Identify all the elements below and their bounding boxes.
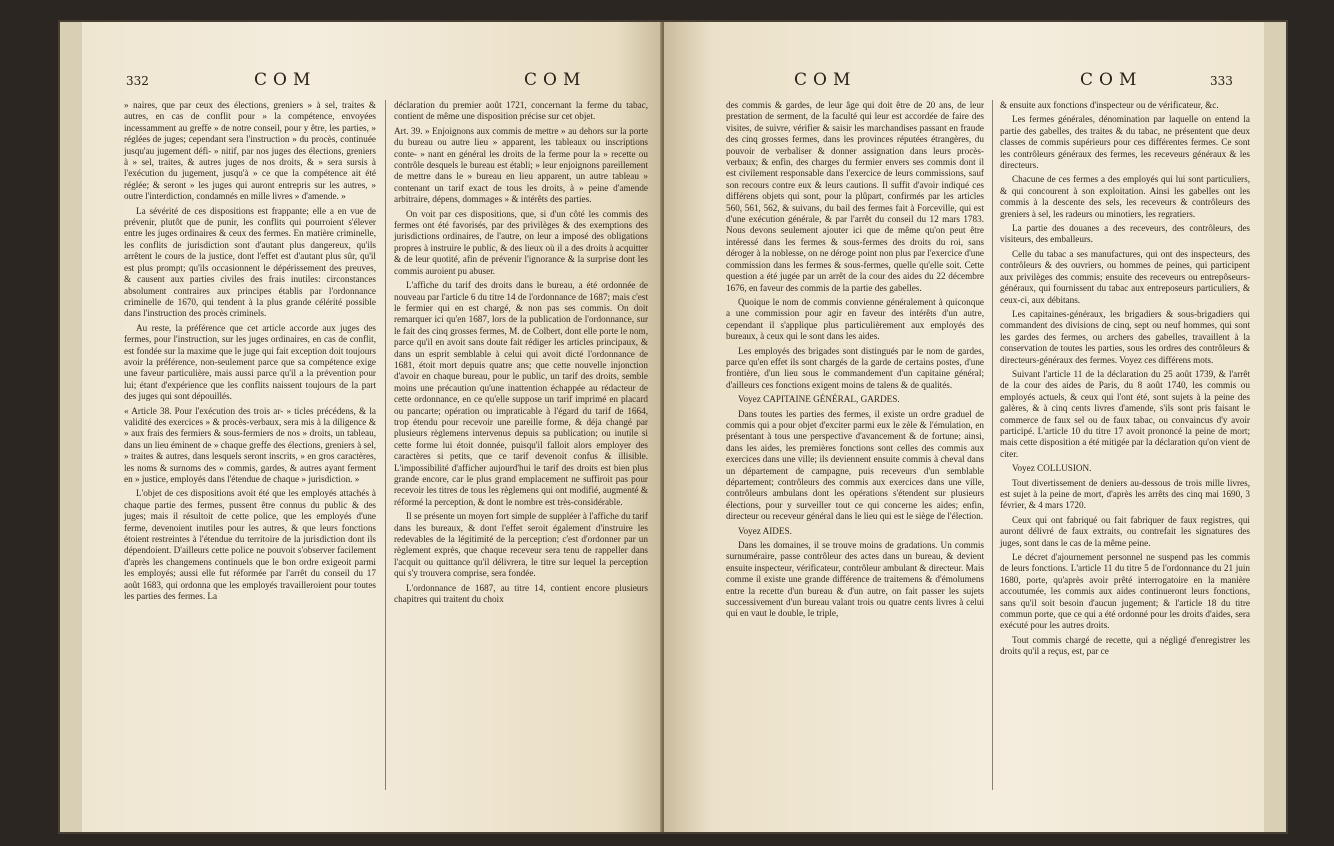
paragraph: & ensuite aux fonctions d'inspecteur ou de vérificateur, &c. xyxy=(1000,100,1219,110)
paragraph: Les employés des brigades sont distingués par le nom de gardes, parce qu'en effet ils sont chargés de la garde de certains postes, d'une frontière, d'un lieu sous le commandement d'un capitaine général; d'ailleurs ces fonctions exigent moins de talens & de qualités. xyxy=(726,345,984,390)
paragraph: Suivant l'article 11 de la déclaration du 25 août 1739, & l'arrêt de la cour des aides de Paris, du 8 août 1740, les commis ou employés actuels, & ceux qui l'ont été, sont sujets à la peine des galères, & à cinq cents livres d'amende, s'ils sont pris faisant le commerce de faux sel ou de faux tabac, ou convaincus d'y avoir participé. L'article 10 du titre 17 avoit prononcé la peine de mort; mais cette disposition a été mitigée par la déclaration qu'on vient de citer. xyxy=(1000,368,1250,459)
paragraph: Voyez COLLUSION. xyxy=(1012,463,1092,474)
left-page-header xyxy=(82,70,662,96)
right-column-1 xyxy=(726,100,984,623)
paragraph: Tout divertissement de deniers au-dessous de trois mille livres, est sujet à la peine de mort, d'après les arrêts des cinq mai 1690, 3 février, & 4 mars 1720. xyxy=(1000,477,1250,511)
paragraph: Chacune de ces fermes a des employés qui lui sont particuliers, & qui concourent à son exploitation. Ainsi les gabelles ont les commis à la descente des sels, les receveurs & contrôleurs des greniers à sel, les radeurs ou minotiers, les regratiers. xyxy=(1000,174,1250,219)
paragraph: déclaration du premier août 1721, concernant la ferme du tabac, contient de même une disposition précise sur cet objet. xyxy=(394,100,648,122)
paragraph: Voyez AIDES. xyxy=(738,525,792,536)
running-head-right: COM xyxy=(1080,70,1143,90)
right-page xyxy=(664,22,1264,832)
paragraph: Il se présente un moyen fort simple de suppléer à l'affiche du tarif dans les bureaux, & dont l'effet seroit également d'instruire les redevables de la légitimité de la perception; c'est d'ordonner par un règlement exprès, que chaque receveur sera tenu de rappeller dans l'acquit ou quittance qu'il délivrera, le titre sur lequel la perception qui s'y trouvera comprise, sera fondée. xyxy=(394,511,648,579)
left-column-1 xyxy=(124,100,376,605)
paragraph: Celle du tabac a ses manufactures, qui ont des inspecteurs, des contrôleurs & des ouvriers, ou hommes de peines, qui participent aux privilèges des commis; ensuite des receveurs ou entrepôseurs-généraux, qui fournissent du tabac aux entreposeurs particuliers, & ceux-ci, aux débitans. xyxy=(1000,248,1250,305)
running-head-right: COM xyxy=(524,70,587,90)
right-page-header xyxy=(664,70,1264,96)
paragraph: L'objet de ces dispositions avoit été que les employés attachés à chaque partie des fermes, pussent être connus du public & des juges; mais il résultoit de cette police, que les employés d'une ferme, devenoient inutiles pour les autres, & que leurs fonctions étoient restreintes à l'étendue du territoire de la jurisdiction dont ils dépendoient. D'ailleurs cette police ne pouvoit s'observer facilement d'après les changemens continuels que le bon ordre exigeoit parmi les employés; aussi elle fut réformée par l'arrêt du conseil du 17 août 1683, qui ordonna que les employés travailleroient pour toutes les parties des fermes. La xyxy=(124,488,376,602)
paragraph: Les capitaines-généraux, les brigadiers & sous-brigadiers qui commandent des divisions de cinq, sept ou neuf hommes, qui sont les gardes des fermes, ou archers des gabelles, travaillent à la conservation de toutes les parties, sous les ordres des contrôleurs & directeurs-généraux des fermes. Voyez ces différens mots. xyxy=(1000,308,1250,365)
paragraph: Voyez CAPITAINE GÉNÉRAL, GARDES. xyxy=(738,394,900,405)
paragraph: Dans toutes les parties des fermes, il existe un ordre graduel de commis qui a pour objet d'exciter parmi eux le zèle & l'émulation, en présentant à tous une perspective d'avancement & de fortune; ainsi, dans les aides, les premières fonctions sont celles des commis aux exercices dans une ville; ils deviennent ensuite commis à cheval dans un département de campagne, puis receveurs d'un semblable département; contrôleurs des commis aux exercices dans une ville, contrôleurs ambulans dont les opérations s'étendent sur plusieurs élections, pour y surveiller tout ce qui concerne les aides; enfin, directeur ou receveur général dans le lieu qui est le siège de l'élection. xyxy=(726,408,984,522)
page-number: 332 xyxy=(126,74,149,88)
left-page xyxy=(82,22,663,832)
paragraph: L'affiche du tarif des droits dans le bureau, a été ordonnée de nouveau par l'article 6 du titre 14 de l'ordonnance de 1687; mais c'est le fermier qui en est chargé, & non pas ses commis. On doit remarquer ici qu'en 1687, lors de la publication de l'ordonnance, sur le fait des cinq grosses fermes, M. de Colbert, dont elle porte le nom, parce qu'il en avoit sans doute fait rédiger les articles principaux, & dans un esprit semblable à celui qui avoit dicté l'ordonnance de 1681, étoit mort depuis quatre ans; que cette nouvelle injonction d'avoir en chaque bureau, pour le public, un tarif des droits, semble moins une précaution qu'une inattention échappée au rédacteur de cette ordonnance, en ce qu'elle suppose un tarif imprimé en placard ou pancarte; opération ou impraticable à l'égard du tarif de 1664, trop étendu pour recevoir une pareille forme, & déja changé par plusieurs règlemens intervenus depuis sa publication; ou inutile si cette forme lui étoit donnée, puisqu'il falloit alors employer des caractères si petits, que ce tarif devenoit confus & illisible. L'impossibilité d'afficher aujourd'hui le tarif des droits est bien plus grande encore, car le plus grand emplacement ne suffiroit pas pour recevoir les titres de tous les règlemens qui ont modifié, augmenté & réformé la perception, & dont le nombre est très-considérable. xyxy=(394,280,648,507)
paragraph: » naires, que par ceux des élections, greniers » à sel, traites & autres, en cas de conflit pour » la compétence, envoyées incessamment au greffe » de notre conseil, pour y être, les parties, » réglées de juges; cependant sera l'instruction » du procès, continuée jusqu'au jugement défi- » nitif, par nos juges des élections, greniers à » sel, traites, & autres juges de nos droits, & » sera sursis à l'exécution du jugement, jusqu'à » ce que la compétence ait été réglée; & seront » les juges qui auront entrepris sur les autres, » outre l'interdiction, condamnés en mille livres » d'amende. » xyxy=(124,100,376,202)
left-column-2 xyxy=(394,100,648,608)
paragraph: Le décret d'ajournement personnel ne suspend pas les commis de leurs fonctions. L'article 11 du titre 5 de l'ordonnance du 21 juin 1680, porte, qu'après avoir prêté interrogatoire en la manière accoutumée, les commis aux aides continueront leurs fonctions, sans qu'il soit besoin d'aucun jugement; & l'article 18 du titre commun porte, que ce qui a été ordonné pour les droits d'aides, sera exécuté pour les autres droits. xyxy=(1000,552,1250,631)
paragraph: L'ordonnance de 1687, au titre 14, contient encore plusieurs chapitres qui traitent du choix xyxy=(394,582,648,605)
running-head-left: COM xyxy=(794,70,857,90)
paragraph: On voit par ces dispositions, que, si d'un côté les commis des fermes ont été favorisés, par des privilèges & des exemptions des jurisdictions ordinaires, de l'autre, on leur a imposé des obligations propres à instruire le public, & des lieux où il a des droits à acquitter & de leur quotité, afin de prévenir l'ignorance & la surprise dont les commis auroient pu abuser. xyxy=(394,208,648,276)
column-rule xyxy=(385,100,386,790)
paragraph: Les fermes générales, dénomination par laquelle on entend la partie des gabelles, des traites & du tabac, ne présentent que deux classes de commis supérieurs pour ces différentes fermes. Ce sont les contrôleurs généraux des fermes, les receveurs généraux & les directeurs. xyxy=(1000,114,1250,171)
paragraph: « Article 38. Pour l'exécution des trois ar- » ticles précédens, & la validité des exercices » & procès-verbaux, sera mis à la diligence & » aux frais des fermiers & sous-fermiers de nos » droits, un tableau, dans un lieu éminent de » chaque greffe des élections, greniers à sel, » traites & autres, dans lesquels seront inscrits, » en gros caractères, les noms & surnoms des » commis, gardes, & autres ayant ferment en » justice, employés dans l'étendue de chaque » jurisdiction. » xyxy=(124,405,376,484)
page-number: 333 xyxy=(1210,74,1233,88)
right-column-2 xyxy=(1000,100,1250,661)
column-rule xyxy=(992,100,993,790)
paragraph: Au reste, la préférence que cet article accorde aux juges des fermes, pour l'instruction, sur les juges ordinaires, en cas de conflit, est fondée sur la maxime que le juge qui fait exception doit toujours avoir la préférence, non-seulement parce que sa compétence exige une faveur particulière, mais aussi parce qu'il a la prévention pour lui; étant d'expérience que les conflits naissent toujours de la part des juges qui sont dépouillés. xyxy=(124,322,376,402)
paragraph: Dans les domaines, il se trouve moins de gradations. Un commis surnuméraire, passe contrôleur des actes dans un bureau, & devient ensuite inspecteur, vérificateur, contrôleur ambulant & directeur. Mais comme il existe une grande différence de traitemens & d'émolumens entre la recette d'un bureau & d'un autre, on fait passer les sujets successivement d'un bureau valant trois ou quatre cents livres à celui qui en vaut le double, le triple, xyxy=(726,540,984,619)
paragraph: Quoique le nom de commis convienne généralement à quiconque a une commission pour agir en faveur des intérêts d'un autre, cependant il s'applique plus particulièrement aux employés des bureaux, à ceux qui le sont dans les aides. xyxy=(726,296,984,342)
paragraph: Ceux qui ont fabriqué ou fait fabriquer de faux registres, qui auront délivré de faux extraits, ou contrefait les signatures des juges, sont dans le cas de la même peine. xyxy=(1000,514,1250,548)
paragraph: La partie des douanes a des receveurs, des contrôleurs, des visiteurs, des emballeurs. xyxy=(1000,223,1250,245)
paragraph: Art. 39. » Enjoignons aux commis de mettre » au dehors sur la porte du bureau ou autre lieu » apparent, les tableaux ou inscriptions conte- » nant en général les droits de la ferme pour la » recette ou contrôle desquels le bureau est établi; » leur enjoignons pareillement de mettre dans le » bureau en lieu apparent, un autre tableau » contenant un tarif exact de tous les droits, à » peine d'amende arbitraire, dépens, dommages » & intérêts des parties. xyxy=(394,125,648,205)
book-spread xyxy=(60,22,1286,832)
paragraph: La sévérité de ces dispositions est frappante; elle a en vue de prévenir, plutôt que de punir, les conflits qui pourroient s'élever entre les juges ordinaires & ceux des fermes. En matière criminelle, les conflits de jurisdiction sont d'autant plus dangereux, qu'ils arrêtent le cours de la justice, dont l'effet est d'autant plus sûr, qu'il est plus prompt; qu'ils occasionnent le dépérissement des preuves, & causent aux parties civiles des frais inutiles: circonstances absolument contraires aux principes établis par l'ordonnance criminelle de 1670, qui tendent à la plus grande célérité possible dans l'instruction des procès criminels. xyxy=(124,205,376,319)
paragraph: des commis & gardes, de leur âge qui doit être de 20 ans, de leur prestation de serment, de la faculté qui leur est accordée de faire des visites, de suivre, vérifier & saisir les marchandises passant en fraude des cinq grosses fermes, dans les provinces réputées étrangères, du pouvoir de verbaliser & donner assignation dans leurs procès-verbaux; & enfin, des charges du fermier envers ses commis dont il est civilement responsable dans l'exercice de leurs commissions, sauf son recours contre eux & leurs cautions. Il suffit d'avoir indiqué ces différens objets qui sont, pour la plûpart, confirmés par les articles 560, 561, 562, & suivans, du bail des fermes fait à Forceville, qui est d'une exécution générale, & par l'arrêt du conseil du 12 mars 1783. Nous devons seulement ajouter ici que de même qu'on peut être intéressé dans les fermes & sous-fermes des droits du roi, sans déroger à la noblesse, on ne déroge point non plus par l'exercice d'une commission dans les fermes & sous-fermes, quelle qu'elle soit. Cette question a été jugée par un arrêt de la cour des aides du 22 décembre 1676, en faveur des commis de la partie des gabelles. xyxy=(726,100,984,293)
running-head-left: COM xyxy=(254,70,317,90)
paragraph: Tout commis chargé de recette, qui a négligé d'enregistrer les droits qu'il a reçus, est, par ce xyxy=(1000,634,1250,657)
